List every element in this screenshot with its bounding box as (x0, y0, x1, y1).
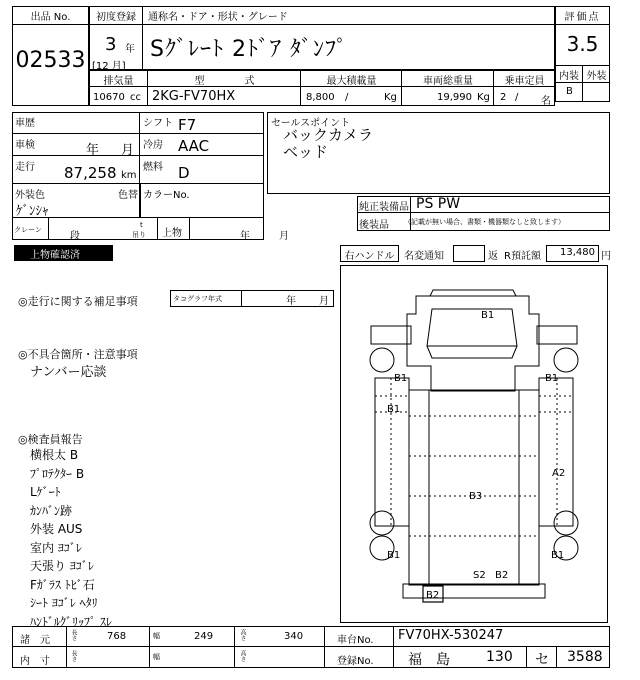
sales-points-list (283, 127, 373, 161)
dims-label: 諸 元 (20, 635, 50, 646)
mark-rear-b2: B2 (495, 570, 509, 581)
mark-right-side: A2 (552, 468, 566, 479)
genuine: PS PW (416, 196, 461, 212)
crane-stage-unit: 段 (70, 231, 80, 242)
mileage: 87,258 (64, 164, 117, 182)
height-label-2: 高さ (239, 650, 246, 662)
inspector-item: Lｹﾞｰﾄ (30, 485, 61, 499)
model-name: Sｸﾞﾚｰﾄ 2ﾄﾞｱ ﾀﾞﾝﾌﾟ (150, 37, 348, 62)
first-reg-label: 初度登録 (96, 12, 136, 23)
model-name-label: 通称名・ドア・形状・グレード (148, 12, 288, 23)
mark-bumper: B2 (426, 590, 440, 601)
name-change-label: 名変通知 (404, 251, 444, 262)
color-change-label: 色替 (118, 190, 138, 201)
reg-number: 3588 (567, 649, 603, 665)
height: 340 (284, 631, 304, 642)
lot-no-label: 出品 No. (30, 12, 71, 23)
mark-rear-s2: S2 (473, 570, 486, 581)
capacity-slash: / (515, 92, 519, 103)
max-load-label: 最大積載量 (326, 76, 377, 87)
chassis-label: 車台No. (337, 635, 374, 646)
upper-year-unit: 年 (240, 231, 250, 242)
reg-class: 130 (486, 649, 513, 665)
inspector-item: ｶﾝﾊﾞﾝ跡 (30, 503, 73, 518)
reg-kana: セ (535, 652, 549, 668)
inspector-item: 外装 AUS (30, 522, 83, 536)
driving-notes-label: ◎走行に関する補足事項 (18, 295, 138, 308)
inspection-year-unit: 年 (86, 143, 100, 158)
max-load-slash: / (345, 92, 349, 103)
exterior-label: 外装 (586, 71, 607, 82)
upper-month-unit: 月 (279, 231, 289, 242)
mark-bed: B3 (469, 491, 483, 502)
interior-label: 内装 (559, 71, 579, 82)
displacement-unit: cc (130, 92, 141, 103)
mark-left-side: B1 (387, 404, 401, 415)
aftermarket-note: （記載が無い場合、書類・機器類なしと致します） (404, 218, 565, 226)
crane-label: クレーン (14, 226, 42, 234)
tachograph-label: タコグラフ年式 (173, 295, 222, 303)
fuel: D (178, 164, 190, 182)
genuine-label: 純正装備品 (359, 202, 409, 213)
width-label: 幅 (153, 632, 160, 640)
max-load-unit: Kg (384, 92, 397, 103)
name-change-box (453, 245, 485, 262)
sales-points-label: セールスポイント (271, 118, 351, 129)
inspection-label: 車検 (15, 140, 35, 151)
inspector-label: ◎検査員報告 (18, 433, 83, 446)
year-unit: 年 (125, 44, 135, 55)
model-code: 2KG-FV70HX (152, 89, 236, 104)
mileage-label: 走行 (15, 162, 35, 173)
shift-label: シフト (143, 118, 173, 129)
mark-rear-left: B1 (387, 550, 401, 561)
gross-weight-label: 車両総重量 (423, 76, 473, 87)
lot-no: 02533 (15, 48, 86, 73)
tacho-year-unit: 年 (286, 296, 296, 307)
damage-diagram (340, 265, 608, 623)
truck-diagram-svg (341, 266, 607, 622)
ext-color: ｹﾞﾝｼｬ (16, 204, 49, 219)
color-code-label: カラーNo. (143, 190, 190, 201)
yen-unit: 円 (601, 251, 611, 262)
capacity-label: 乗車定員 (504, 76, 545, 87)
gross-weight: 19,990 (437, 92, 472, 103)
displacement-label: 排気量 (103, 76, 134, 87)
width: 249 (194, 631, 214, 642)
max-load: 8,800 (306, 92, 335, 103)
mark-front-right: B1 (545, 373, 559, 384)
rebate-label: 返 (488, 251, 498, 262)
inspector-item: 天張り ﾖｺﾞﾚ (30, 559, 94, 573)
interior-grade: B (566, 86, 573, 97)
first-reg-year: 3 (105, 34, 117, 55)
upper-check-badge: 上物確認済 (14, 245, 113, 261)
inspector-item: Fｶﾞﾗｽ ﾄﾋﾞ石 (30, 577, 95, 592)
chassis-number: FV70HX-530247 (398, 628, 504, 643)
inspector-item: 横根太 B (30, 448, 79, 462)
height-label: 高さ (239, 629, 246, 641)
grade-label: 評価点 (564, 12, 601, 23)
registration-label: 登録No. (337, 656, 374, 667)
capacity: 2 (500, 92, 507, 103)
grade: 3.5 (566, 32, 599, 56)
capacity-unit: 名 (541, 96, 551, 107)
recycle-amount: 13,480 (560, 247, 595, 258)
inspector-item: ｼｰﾄ ﾖｺﾞﾚ ﾍﾀﾘ (30, 596, 98, 610)
inspector-list (30, 446, 112, 631)
reg-area: 福 島 (408, 652, 450, 668)
gross-weight-unit: Kg (477, 92, 490, 103)
crane-ton-unit: t (140, 221, 143, 229)
fuel-label: 燃料 (143, 162, 163, 173)
length-label: 長さ (70, 629, 77, 641)
defects-label: ◎不具合箇所・注意事項 (18, 348, 138, 361)
recycle-label: R預託額 (504, 251, 541, 262)
sales-point-item: ベッド (283, 143, 329, 161)
defect-item: ナンバー応談 (30, 365, 107, 380)
length: 768 (107, 631, 127, 642)
aircon-label: 冷房 (143, 140, 163, 151)
steering: 右ハンドル (344, 251, 395, 262)
crane-lift-unit: 吊り (132, 231, 146, 239)
mark-cab-top: B1 (481, 310, 495, 321)
tacho-month-unit: 月 (319, 296, 329, 307)
aftermarket-label: 後装品 (359, 220, 389, 231)
model-code-label: 型 式 (194, 76, 255, 87)
inspector-item: 室内 ﾖｺﾞﾚ (30, 540, 82, 555)
mark-rear-right: B1 (551, 550, 565, 561)
displacement: 10670 (93, 92, 125, 103)
inspection-month-unit: 月 (121, 143, 135, 158)
shift: F7 (178, 116, 197, 134)
length-label-2: 長さ (70, 650, 77, 662)
mileage-unit: km (121, 170, 137, 181)
inspector-item: ﾊﾝﾄﾞﾙｸﾞﾘｯﾌﾟ ｽﾚ (30, 614, 112, 629)
width-label-2: 幅 (153, 653, 160, 661)
mark-front-left: B1 (394, 373, 408, 384)
sales-point-item: バックカメラ (283, 126, 374, 144)
ext-color-label: 外装色 (15, 190, 45, 201)
first-reg-month: [12 月] (92, 61, 126, 72)
aircon: AAC (178, 137, 210, 155)
inspector-item: ﾌﾟﾛﾃｸﾀｰ B (30, 466, 85, 481)
interior-dims-label: 内 寸 (20, 656, 50, 667)
upper-label: 上物 (162, 228, 182, 239)
history-label: 車歴 (15, 118, 35, 129)
